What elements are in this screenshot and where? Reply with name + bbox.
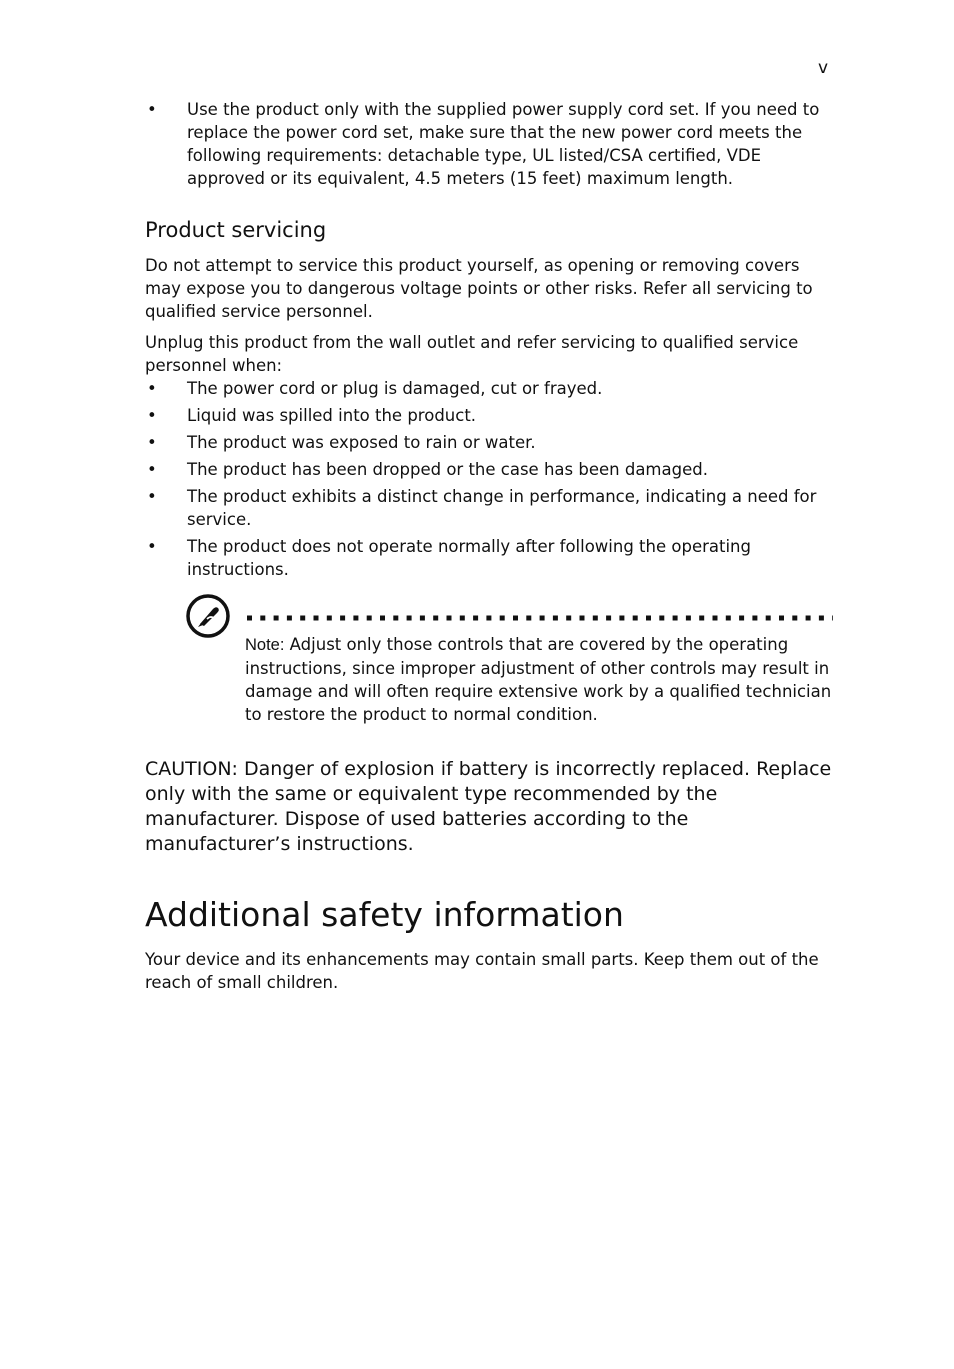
bullet-icon: • xyxy=(147,406,157,425)
list-item xyxy=(145,404,835,427)
list-item xyxy=(145,98,835,190)
list-item xyxy=(145,377,835,400)
bullet-icon: • xyxy=(147,379,157,398)
bullet-icon: • xyxy=(147,487,157,506)
list-item-text: The product was exposed to rain or water. xyxy=(187,433,536,452)
page-title-additional-safety: Additional safety information xyxy=(145,895,624,934)
note-label: Note: xyxy=(245,636,285,654)
bullet-icon: • xyxy=(147,460,157,479)
list-item-text: The product has been dropped or the case has been damaged. xyxy=(187,460,708,479)
power-cord-list xyxy=(145,98,835,190)
note-callout xyxy=(145,591,835,741)
caution-text: CAUTION: Danger of explosion if battery is incorrectly replaced. Replace only with the same or equivalent type recommended by the manufacturer. Dispose of used batteries according to the manufacturer’s instructions. xyxy=(145,758,832,855)
bullet-icon: • xyxy=(147,100,157,119)
page-number: v xyxy=(818,58,829,78)
note-pen-icon xyxy=(185,593,231,639)
list-item-text: The power cord or plug is damaged, cut or frayed. xyxy=(187,379,603,398)
bullet-icon: • xyxy=(147,537,157,556)
servicing-paragraph-2: Unplug this product from the wall outlet and refer servicing to qualified service personnel when: xyxy=(145,333,799,375)
servicing-conditions-list xyxy=(145,377,835,581)
list-item xyxy=(145,458,835,481)
list-item xyxy=(145,485,835,531)
list-item-text: Use the product only with the supplied power supply cord set. If you need to replace the power cord set, make sure that the new power cord meets the following requirements: detachable type, UL listed/CSA certified, VDE approved or its equivalent, 4.5 meters (15 feet) maximum length. xyxy=(187,100,820,188)
additional-safety-text: Your device and its enhancements may contain small parts. Keep them out of the reach of small children. xyxy=(145,950,819,992)
note-body: Adjust only those controls that are covered by the operating instructions, since improper adjustment of other controls may result in damage and will often require extensive work by a qualified technician to restore the product to normal condition. xyxy=(245,635,832,724)
servicing-paragraph-1: Do not attempt to service this product yourself, as opening or removing covers may expose you to dangerous voltage points or other risks. Refer all servicing to qualified service personnel. xyxy=(145,256,813,321)
list-item-text: Liquid was spilled into the product. xyxy=(187,406,477,425)
dotted-divider xyxy=(245,615,835,621)
list-item xyxy=(145,535,835,581)
list-item-text: The product exhibits a distinct change in performance, indicating a need for service. xyxy=(187,487,817,529)
bullet-icon: • xyxy=(147,433,157,452)
note-text xyxy=(245,633,835,726)
list-item xyxy=(145,431,835,454)
section-heading-product-servicing: Product servicing xyxy=(145,218,327,242)
list-item-text: The product does not operate normally after following the operating instructions. xyxy=(187,537,751,579)
page-content xyxy=(145,98,835,994)
